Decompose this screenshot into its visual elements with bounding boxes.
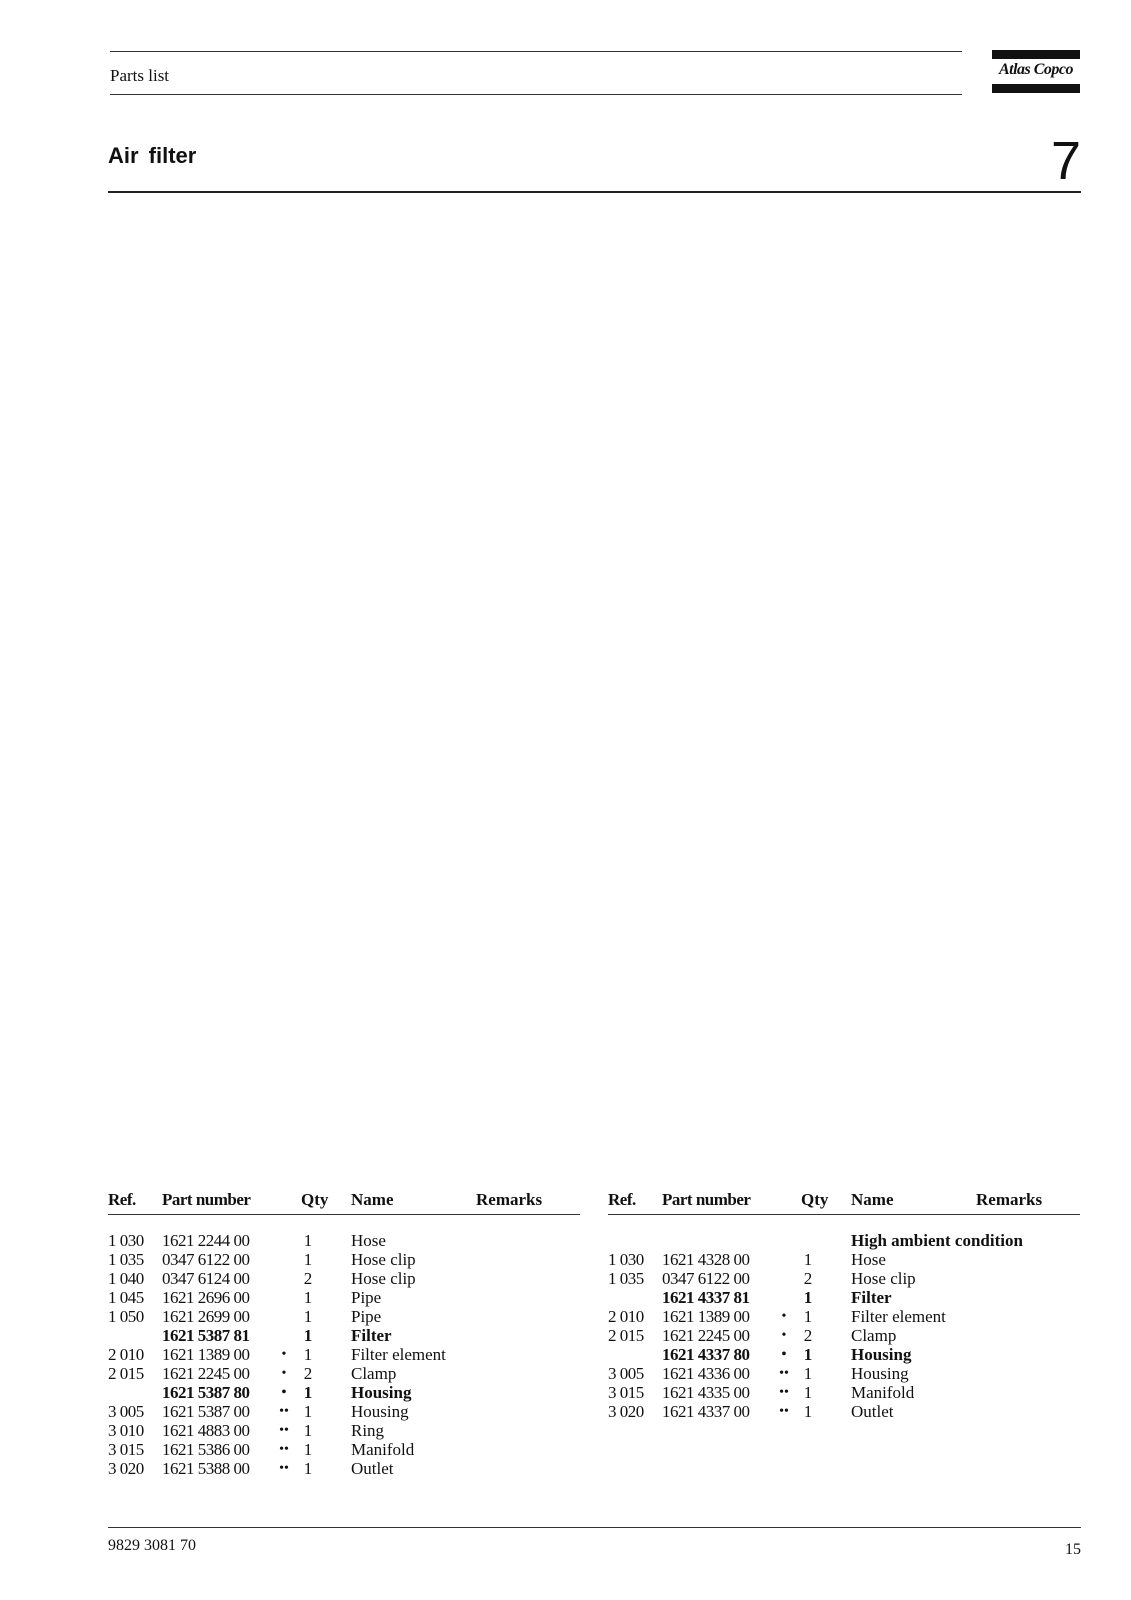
row-ref: 2 015: [608, 1326, 644, 1345]
chapter-number: 7: [1050, 131, 1081, 191]
page-title: Air filter: [108, 143, 197, 168]
row-part-number: 1621 2245 00: [162, 1364, 250, 1383]
title-rule: [108, 191, 1081, 193]
row-ref: 3 005: [608, 1364, 644, 1383]
row-part-number: 1621 2244 00: [162, 1231, 250, 1250]
row-name: High ambient condition: [851, 1231, 1023, 1250]
table-row: [108, 1307, 580, 1326]
row-level-dots: ••: [779, 1404, 789, 1419]
row-qty: 1: [303, 1421, 313, 1440]
table-row: [608, 1383, 1080, 1402]
row-ref: 3 010: [108, 1421, 144, 1440]
row-level-dots: •: [781, 1347, 787, 1362]
col-part-number: Part number: [662, 1190, 751, 1209]
row-ref: 1 030: [108, 1231, 144, 1250]
table-row: [608, 1345, 1080, 1364]
table-row: [108, 1364, 580, 1383]
row-part-number: 1621 5386 00: [162, 1440, 250, 1459]
row-name: Hose: [351, 1231, 386, 1250]
row-ref: 1 035: [608, 1269, 644, 1288]
row-qty: 1: [803, 1250, 813, 1269]
parts-table-right: [608, 1190, 1080, 1421]
row-ref: 1 050: [108, 1307, 144, 1326]
row-level-dots: ••: [279, 1461, 289, 1476]
row-name: Hose clip: [351, 1250, 416, 1269]
row-name: Clamp: [351, 1364, 397, 1383]
row-part-number: 1621 5387 80: [162, 1383, 250, 1402]
row-name: Manifold: [851, 1383, 915, 1402]
row-level-dots: •: [281, 1385, 287, 1400]
row-level-dots: ••: [779, 1366, 789, 1381]
table-row: [108, 1402, 580, 1421]
row-ref: 3 020: [108, 1459, 144, 1478]
row-qty: 1: [303, 1440, 313, 1459]
header-bottom-rule: [110, 94, 962, 95]
table-row: [608, 1231, 1080, 1250]
row-name: Housing: [851, 1364, 909, 1383]
col-name: Name: [851, 1190, 894, 1209]
row-ref: 2 010: [108, 1345, 144, 1364]
logo-top-bar: [992, 50, 1080, 59]
table-row: [608, 1288, 1080, 1307]
table-row: [108, 1269, 580, 1288]
row-name: Housing: [351, 1383, 412, 1402]
atlas-copco-logo: [992, 50, 1080, 93]
table-header: [608, 1190, 1080, 1215]
row-name: Filter element: [351, 1345, 446, 1364]
row-qty: 1: [803, 1364, 813, 1383]
row-qty: 1: [803, 1288, 813, 1307]
table-row: [108, 1440, 580, 1459]
row-qty: 1: [303, 1307, 313, 1326]
table-row: [608, 1269, 1080, 1288]
col-remarks: Remarks: [976, 1190, 1043, 1209]
row-qty: 1: [803, 1402, 813, 1421]
table-row: [608, 1307, 1080, 1326]
row-qty: 1: [803, 1345, 813, 1364]
row-name: Hose clip: [851, 1269, 916, 1288]
row-part-number: 1621 1389 00: [662, 1307, 750, 1326]
row-ref: 1 040: [108, 1269, 144, 1288]
logo-wordmark: Atlas Copco: [998, 61, 1074, 78]
col-ref: Ref.: [108, 1190, 136, 1209]
table-row: [608, 1402, 1080, 1421]
row-part-number: 1621 4328 00: [662, 1250, 750, 1269]
document-number: 9829 3081 70: [108, 1537, 196, 1554]
table-row: [608, 1326, 1080, 1345]
row-part-number: 1621 2245 00: [662, 1326, 750, 1345]
col-qty: Qty: [301, 1190, 329, 1209]
row-ref: 1 030: [608, 1250, 644, 1269]
row-ref: 1 035: [108, 1250, 144, 1269]
logo-bottom-bar: [992, 84, 1080, 93]
row-qty: 1: [303, 1459, 313, 1478]
row-qty: 2: [803, 1326, 813, 1345]
table-rows: [608, 1231, 1080, 1421]
row-level-dots: ••: [779, 1385, 789, 1400]
row-level-dots: ••: [279, 1442, 289, 1457]
row-level-dots: •: [781, 1309, 787, 1324]
row-name: Filter element: [851, 1307, 946, 1326]
row-qty: 1: [303, 1383, 313, 1402]
col-part-number: Part number: [162, 1190, 251, 1209]
row-level-dots: ••: [279, 1404, 289, 1419]
table-row: [608, 1250, 1080, 1269]
row-part-number: 0347 6122 00: [662, 1269, 750, 1288]
table-header: [108, 1190, 580, 1215]
row-part-number: 1621 5387 00: [162, 1402, 250, 1421]
row-qty: 2: [303, 1269, 313, 1288]
table-row: [108, 1421, 580, 1440]
row-name: Pipe: [351, 1307, 382, 1326]
row-name: Filter: [351, 1326, 392, 1345]
row-part-number: 1621 4336 00: [662, 1364, 750, 1383]
row-ref: 1 045: [108, 1288, 144, 1307]
row-name: Outlet: [851, 1402, 894, 1421]
row-part-number: 1621 4337 80: [662, 1345, 750, 1364]
row-qty: 2: [803, 1269, 813, 1288]
row-name: Hose: [851, 1250, 886, 1269]
table-row: [108, 1383, 580, 1402]
table-row: [108, 1345, 580, 1364]
row-part-number: 1621 4883 00: [162, 1421, 250, 1440]
table-row: [108, 1250, 580, 1269]
row-name: Ring: [351, 1421, 385, 1440]
row-ref: 2 010: [608, 1307, 644, 1326]
row-part-number: 1621 4335 00: [662, 1383, 750, 1402]
row-name: Housing: [351, 1402, 409, 1421]
row-name: Outlet: [351, 1459, 394, 1478]
row-level-dots: •: [281, 1347, 287, 1362]
row-ref: 3 020: [608, 1402, 644, 1421]
row-ref: 3 015: [608, 1383, 644, 1402]
footer-rule: [108, 1527, 1081, 1528]
row-part-number: 0347 6122 00: [162, 1250, 250, 1269]
row-part-number: 1621 4337 00: [662, 1402, 750, 1421]
row-qty: 1: [303, 1345, 313, 1364]
row-part-number: 1621 2696 00: [162, 1288, 250, 1307]
section-label: Parts list: [110, 66, 170, 85]
row-name: Housing: [851, 1345, 912, 1364]
row-part-number: 1621 4337 81: [662, 1288, 750, 1307]
row-qty: 1: [303, 1288, 313, 1307]
row-qty: 1: [803, 1383, 813, 1402]
parts-table-left: [108, 1190, 580, 1478]
table-row: [108, 1326, 580, 1345]
row-part-number: 1621 5388 00: [162, 1459, 250, 1478]
row-ref: 3 015: [108, 1440, 144, 1459]
table-row: [108, 1459, 580, 1478]
row-ref: 2 015: [108, 1364, 144, 1383]
col-remarks: Remarks: [476, 1190, 543, 1209]
table-row: [108, 1231, 580, 1250]
row-qty: 1: [803, 1307, 813, 1326]
col-qty: Qty: [801, 1190, 829, 1209]
col-name: Name: [351, 1190, 394, 1209]
table-row: [608, 1364, 1080, 1383]
table-rows: [108, 1231, 580, 1478]
header-top-rule: [110, 51, 962, 52]
row-ref: 3 005: [108, 1402, 144, 1421]
row-name: Manifold: [351, 1440, 415, 1459]
row-qty: 1: [303, 1231, 313, 1250]
col-ref: Ref.: [608, 1190, 636, 1209]
row-name: Hose clip: [351, 1269, 416, 1288]
row-level-dots: ••: [279, 1423, 289, 1438]
row-name: Pipe: [351, 1288, 382, 1307]
row-qty: 1: [303, 1326, 313, 1345]
row-qty: 1: [303, 1402, 313, 1421]
page-number: 15: [1065, 1541, 1081, 1558]
row-qty: 1: [303, 1250, 313, 1269]
row-part-number: 1621 2699 00: [162, 1307, 250, 1326]
row-level-dots: •: [781, 1328, 787, 1343]
row-part-number: 1621 5387 81: [162, 1326, 250, 1345]
row-part-number: 0347 6124 00: [162, 1269, 250, 1288]
row-name: Filter: [851, 1288, 892, 1307]
row-part-number: 1621 1389 00: [162, 1345, 250, 1364]
table-row: [108, 1288, 580, 1307]
row-qty: 2: [303, 1364, 313, 1383]
row-level-dots: •: [281, 1366, 287, 1381]
row-name: Clamp: [851, 1326, 897, 1345]
